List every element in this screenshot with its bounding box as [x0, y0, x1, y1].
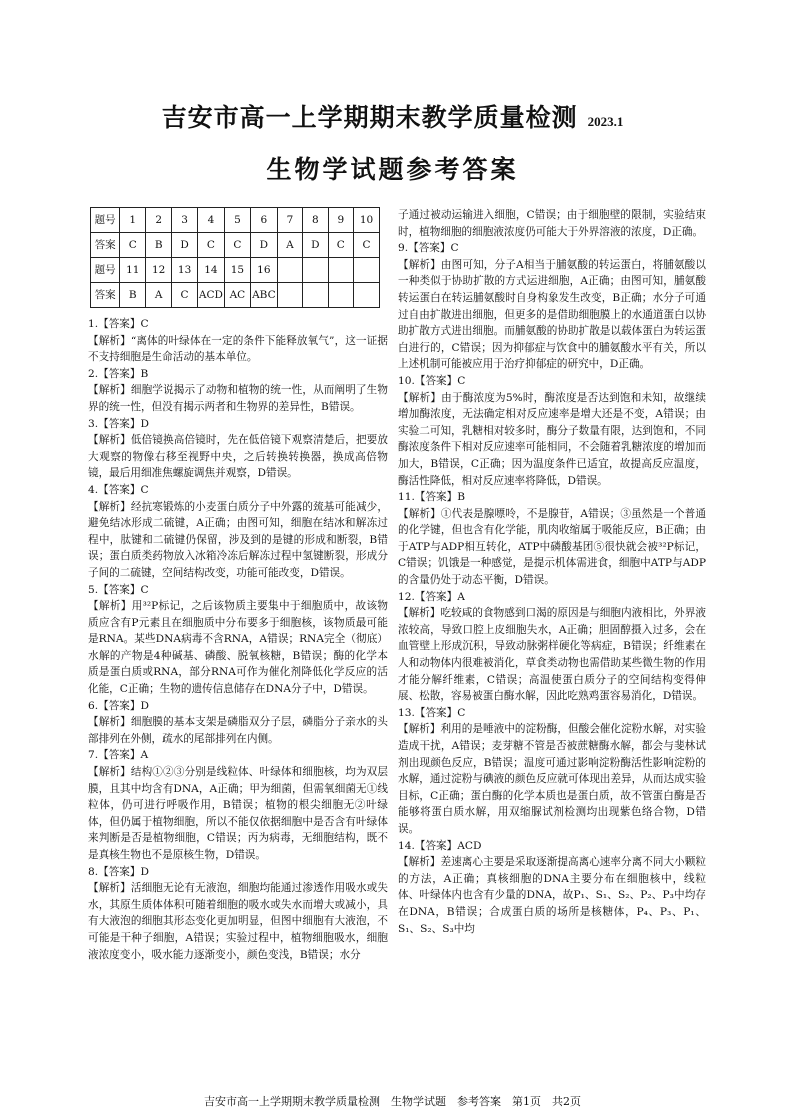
answer-item [88, 582, 388, 698]
answer-item-heading: 2.【答案】B [88, 367, 149, 380]
answer-table-cell: D [172, 233, 198, 258]
answer-item-heading: 7.【答案】A [88, 749, 149, 762]
answer-table-cell: C [354, 233, 380, 258]
answer-item-heading: 10.【答案】C [398, 374, 466, 387]
answer-table-cell: 15 [224, 258, 250, 283]
answer-item-explanation: 【解析】用³²P标记，之后该物质主要集中于细胞质中，故该物质应含有P元素且在细胞质中分布要多于细胞核，该物质最可能是RNA。某些DNA病毒不含RNA，A错误；RNA完全（彻底）水解的产物是4种碱基、磷酸、脱氧核糖，B错误；酶的化学本质是蛋白质或RNA，部分RNA可作为催化剂降低化学反应的活化能，C正确；生物的遗传信息储存在DNA分子中，D错误。 [88, 600, 388, 696]
answer-table-cell: C [172, 283, 198, 308]
answer-table-cell [303, 283, 328, 308]
answer-table-cell [328, 283, 353, 308]
page-subtitle: 生物学试题参考答案 [266, 155, 519, 184]
answer-table-row [91, 283, 380, 308]
answer-item [398, 589, 706, 705]
answer-table-row [91, 208, 380, 233]
answer-item [398, 207, 706, 240]
answer-table-cell: 7 [277, 208, 302, 233]
answer-item-explanation: 【解析】活细胞无论有无液泡，细胞均能通过渗透作用吸水或失水，其原生质体体积可随着细胞的吸水或失水而增大或减小，具有大液泡的细胞其形态变化更加明显，但图中细胞有大液泡，不可能是干种子细胞，A错误；实验过程中，植物细胞吸水，细胞液浓度变小，吸水能力逐渐变小，颜色变浅，B错误；水分 [88, 882, 388, 961]
answer-table-cell: AC [224, 283, 250, 308]
answer-table-cell: 2 [146, 208, 172, 233]
answer-item-explanation: 【解析】细胞学说揭示了动物和植物的统一性，从而阐明了生物界的统一性，但没有揭示两者和生物界的差异性，B错误。 [88, 384, 388, 413]
answer-table-cell [277, 258, 302, 283]
answer-item [88, 316, 388, 366]
answer-item [398, 489, 706, 589]
page-footer: 吉安市高一上学期期末教学质量检测 生物学试题 参考答案 第1页 共2页 [204, 1095, 581, 1108]
answer-item [88, 482, 388, 582]
answer-table-cell: 8 [303, 208, 328, 233]
answer-table-cell: 5 [224, 208, 250, 233]
answer-item-explanation: 【解析】结构①②③分别是线粒体、叶绿体和细胞核，均为双层膜，且其中均含有DNA，A正确；甲为细菌，但需氧细菌无①线粒体，仍可进行呼吸作用，B错误；植物的根尖细胞无②叶绿体，但仍属于植物细胞，所以不能仅依据细胞中是否含有叶绿体来判断是否是植物细胞，C错误；丙为病毒，无细胞结构，既不是真核生物也不是原核生物，D错误。 [88, 766, 388, 861]
left-column [88, 207, 388, 963]
answer-item-heading: 12.【答案】A [398, 590, 465, 603]
answer-item [88, 366, 388, 416]
answer-item [88, 698, 388, 748]
answer-table-cell: B [120, 283, 146, 308]
answer-item-explanation: 子通过被动运输进入细胞，C错误；由于细胞壁的限制，实验结束时，植物细胞的细胞液浓度仍可能大于外界溶液的浓度，D正确。 [398, 209, 706, 238]
answer-table-cell: 3 [172, 208, 198, 233]
answer-table-cell: D [250, 233, 277, 258]
answer-item-explanation: 【解析】由图可知，分子A相当于脯氨酸的转运蛋白，将脯氨酸以一种类似于协助扩散的方式运进细胞，A正确；由图可知，脯氨酸转运蛋白在转运脯氨酸时自身构象发生改变，B正确；水分子可通过自由扩散进出细胞，但更多的是借助细胞膜上的水通道蛋白以协助扩散方式进出细胞。而脯氨酸的协助扩散是以载体蛋白为转运蛋白进行的，C错误；因为抑郁症与饮食中的脯氨酸水平有关，所以上述机制可能被应用于治疗抑郁症的研究中，D正确。 [398, 258, 706, 371]
answer-table-cell: A [277, 233, 302, 258]
answer-table-cell: C [224, 233, 250, 258]
answer-table-cell: 6 [250, 208, 277, 233]
answer-item [398, 838, 706, 938]
answer-item-heading: 11.【答案】B [398, 491, 466, 504]
answer-table-cell: C [198, 233, 225, 258]
answer-item-explanation: 【解析】差速离心主要是采取逐渐提高离心速率分离不同大小颗粒的方法，A正确；真核细胞的DNA主要分布在细胞核中，线粒体、叶绿体内也含有少量的DNA，故P₁、S₁、S₂、P₂、P₃中均存在DNA，B错误；合成蛋白质的场所是核糖体，P₄、P₃、P₁、S₁、S₂、S₃中均 [398, 856, 706, 935]
answer-item-heading: 9.【答案】C [398, 242, 459, 255]
answer-item-heading: 14.【答案】ACD [398, 839, 482, 852]
answer-item-explanation: 【解析】低倍镜换高倍镜时，先在低倍镜下观察清楚后，把要放大观察的物像右移至视野中央，之后转换转换器，换成高倍物镜，最后用细准焦螺旋调焦并观察，D错误。 [88, 434, 388, 480]
answer-table-cell: 14 [198, 258, 225, 283]
year-label: 2023.1 [587, 114, 624, 129]
answer-table-cell: 9 [328, 208, 353, 233]
answer-table-cell: ACD [198, 283, 225, 308]
answer-item-heading: 4.【答案】C [88, 483, 149, 496]
answer-item-explanation: 【解析】细胞膜的基本支架是磷脂双分子层，磷脂分子亲水的头部排列在外侧，疏水的尾部排列在内侧。 [88, 716, 388, 745]
right-column [398, 207, 706, 937]
answer-table-cell: C [328, 233, 353, 258]
answer-table-cell [354, 283, 380, 308]
answer-table-label: 答案 [91, 283, 120, 308]
answer-item [88, 747, 388, 863]
answer-table-row [91, 258, 380, 283]
answer-item-heading: 3.【答案】D [88, 417, 149, 430]
answer-item-explanation: 【解析】利用的是唾液中的淀粉酶，但酸会催化淀粉水解，对实验造成干扰，A错误；麦芽糖不管是否被蔗糖酶水解，都会与斐林试剂出现颜色反应，B错误；温度可通过影响淀粉酶活性影响淀粉的水解，通过淀粉与碘液的颜色反应就可体现出差异，从而达成实验目标，C正确；蛋白酶的化学本质也是蛋白质，故不管蛋白酶是否能够将蛋白质水解，用双缩脲试剂检测均出现紫色络合物，D错误。 [398, 723, 706, 835]
answer-table-cell: D [303, 233, 328, 258]
answer-item [398, 240, 706, 373]
answer-item-heading: 13.【答案】C [398, 706, 466, 719]
answer-table [90, 207, 380, 308]
title-text: 吉安市高一上学期期末教学质量检测 [161, 103, 578, 132]
answer-item-explanation: 【解析】经抗寒锻炼的小麦蛋白质分子中外露的巯基可能减少，避免结冰形成二硫键，A正确；由图可知，细胞在结冰和解冻过程中，肽键和二硫键仍保留，涉及到的是键的形成和断裂，B错误；蛋白质类药物放入冰箱冷冻后解冻过程中氢键断裂，形成分子间的二硫键，空间结构改变，功能可能改变，D错误。 [88, 500, 388, 579]
answer-item [88, 864, 388, 964]
answer-item-heading: 6.【答案】D [88, 699, 149, 712]
answer-table-cell [354, 258, 380, 283]
answer-table-cell: 4 [198, 208, 225, 233]
answer-item-explanation: 【解析】由于酶浓度为5%时，酶浓度是否达到饱和未知，故继续增加酶浓度，无法确定相对反应速率是增大还是不变，A错误；由实验二可知，乳糖相对较多时，酶分子数量有限，达到饱和，不同酶浓度条件下相对反应速率可能相同，不会随着乳糖浓度的增加而加大，B错误，C正确；因为温度条件已适宜，故提高反应温度，酶活性降低，相对反应速率将降低，D错误。 [398, 391, 706, 487]
answer-table-cell: 16 [250, 258, 277, 283]
answer-item-explanation: 【解析】①代表是腺嘌呤，不是腺苷，A错误；③虽然是一个普通的化学键，但也含有化学能，肌肉收缩属于吸能反应，B正确；由于ATP与ADP相互转化，ATP中磷酸基团⑤很快就会被³²P标记，C错误；饥饿是一种感觉，是提示机体需进食，细胞中ATP与ADP的含量仍处于动态平衡，D错误。 [398, 507, 706, 587]
answer-table-cell: ABC [250, 283, 277, 308]
answer-table-cell [328, 258, 353, 283]
answer-table-cell: B [146, 233, 172, 258]
page-title [0, 98, 785, 134]
answer-item-heading: 8.【答案】D [88, 865, 149, 878]
answer-table-cell: 11 [120, 258, 146, 283]
answer-table-cell: 12 [146, 258, 172, 283]
answer-item [398, 373, 706, 489]
answer-table-cell: 13 [172, 258, 198, 283]
answer-table-cell: A [146, 283, 172, 308]
answer-table-cell [303, 258, 328, 283]
answer-table-label: 答案 [91, 233, 120, 258]
answer-item [398, 705, 706, 838]
answer-table-row [91, 233, 380, 258]
answer-item-heading: 5.【答案】C [88, 583, 149, 596]
answer-table-cell: 1 [120, 208, 146, 233]
answer-table-label: 题号 [91, 208, 120, 233]
answer-table-label: 题号 [91, 258, 120, 283]
answer-item-explanation: 【解析】“离体的叶绿体在一定的条件下能释放氧气”，这一证据不支持细胞是生命活动的基本单位。 [88, 334, 388, 364]
answer-table-cell: C [120, 233, 146, 258]
answer-item-heading: 1.【答案】C [88, 318, 149, 330]
answer-item-explanation: 【解析】吃较咸的食物感到口渴的原因是与细胞内液相比，外界液浓较高，导致口腔上皮细胞失水，A正确；胆固醇摄入过多，会在血管壁上形成沉积，导致动脉粥样硬化等病症，B错误；纤维素在人和动物体内很难被消化，草食类动物也需借助某些微生物的作用才能分解纤维素，C错误；高温使蛋白质分子的空间结构变得伸展、松散，容易被蛋白酶水解，因此吃熟鸡蛋容易消化，D错误。 [398, 607, 706, 703]
answer-table-cell [277, 283, 302, 308]
answer-item [88, 416, 388, 482]
answer-table-cell: 10 [354, 208, 380, 233]
